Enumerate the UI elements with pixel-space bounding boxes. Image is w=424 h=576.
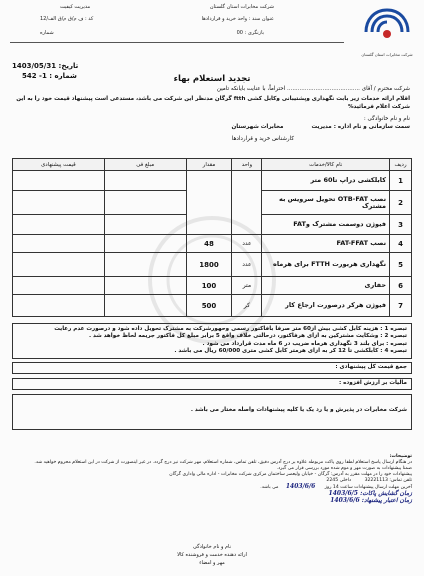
terms-phone: تلفن تماس: 32221113 <box>364 478 412 483</box>
logo-caption: شرکت مخابرات استان گلستان <box>361 52 413 57</box>
col-header-item: نام کالا/خدمات <box>262 159 390 171</box>
col-header-qty: مقدار <box>186 159 232 171</box>
row-unit-price <box>104 253 186 277</box>
row-desc: کابلکشی دراپ تا60 متر <box>262 171 390 191</box>
table-row <box>13 295 412 317</box>
row-unit: متر <box>232 277 262 295</box>
terms-extension: داخلی 2245 <box>326 478 352 483</box>
page-title: تجدید استعلام بهاء <box>173 74 251 84</box>
total-price-row: جمع قیمت کل پیشنهادی : <box>12 362 412 374</box>
row-offer-price <box>13 171 105 191</box>
header-version: بازنگری : 00 <box>236 30 264 36</box>
row-offer-price <box>13 235 105 253</box>
terms-opening-date: زمان گشایش پاکات: 1403/6/5 <box>328 490 412 497</box>
office-label: کارشناس خرید و قراردادها <box>231 136 294 142</box>
terms-validity-date: زمان اعتبار پیشنهاد: 1403/6/6 <box>330 497 412 504</box>
note-4: تبصره 4 : کابلکشی تا 12 کر به ازای هرمتر کابل کشی متری 60/000 ریال می باشد . <box>174 348 407 355</box>
row-qty: 500 <box>186 295 232 317</box>
table-row <box>13 235 412 253</box>
terms-line-1: در هنگام ارسال پاسخ استعلام لطفا روی پاکت مربوطه علاوه بر درج آدرس دقیق، تلفن تماس، شماره استعلام، مهر شرکت نیز درج گردد. در غیر اینصورت از شرکت در این استعلام محروم خواهید شد. <box>34 460 412 465</box>
intro-line-1: شرکت محترم / آقای ......................................... احتراماً، با عنایت بایانکه تامین <box>216 86 410 92</box>
dept-value: مخابرات شهرستان <box>231 124 284 130</box>
row-index: 5 <box>390 253 412 277</box>
header-divider <box>10 42 344 43</box>
signature-name-label: نام و نام خانوادگی <box>193 544 231 550</box>
header-company: شرکت مخابرات استان گلستان <box>209 4 274 10</box>
row-unit: عدد <box>232 235 262 253</box>
row-offer-price <box>13 277 105 295</box>
acceptance-box <box>12 394 412 430</box>
col-header-unit-price: مبلغ فی <box>104 159 186 171</box>
row-index: 2 <box>390 191 412 215</box>
row-index: 6 <box>390 277 412 295</box>
table-row <box>13 253 412 277</box>
col-header-index: ردیف <box>390 159 412 171</box>
terms-line-3: پیشنهادات خود را در مهلت مقرر به آدرس: گرگان - خیابان ولیعصر ساختمان مرکزی شرکت مخابرات - اداره مالی واداری گرگان <box>169 472 412 477</box>
terms-deadline-label: آخرین مهلت ارسال پیشنهادات ساعت 14 روز <box>324 485 412 490</box>
table-row <box>13 277 412 295</box>
row-desc: نگهداری هربورت FTTH برای هرماه <box>262 253 390 277</box>
row-qty <box>186 171 232 235</box>
row-index: 7 <box>390 295 412 317</box>
intro-line-2: اقلام ارائه خدمات زیر بابت نگهداری وپشتیبانی وکابل کشی ftth گرگان مدنظر این شرکت می باشد، مستدعی است پیشنهاد قیمت خود را به این شرکت اعلام فرمائید% <box>16 96 410 110</box>
row-index: 4 <box>390 235 412 253</box>
row-qty: 1800 <box>186 253 232 277</box>
signature-stamp-label: مهر و امضاء <box>199 560 225 566</box>
row-unit: عدد <box>232 253 262 277</box>
header-unit: مدیریت کیفیت <box>60 4 91 10</box>
table-row <box>13 171 412 191</box>
terms-title: توضیحات: <box>389 454 412 459</box>
row-unit <box>232 171 262 235</box>
col-header-unit: واحد <box>232 159 262 171</box>
row-desc: نصب OTB-FAT تحویل سرویس به مشترک <box>262 191 390 215</box>
terms-line-2: ضمنا پیشنهادات به صورت مهر و موم شده مورد بررسی قرار می گیرد. <box>276 466 412 471</box>
row-desc: فیوژن دوسمت مشترک وFAT <box>262 215 390 235</box>
row-index: 1 <box>390 171 412 191</box>
row-unit: کر <box>232 295 262 317</box>
row-desc: نصب FAT-FFAT <box>262 235 390 253</box>
table-header-row <box>13 159 412 171</box>
row-offer-price <box>13 295 105 317</box>
note-1: تبصره 1 : هزینه کابل کشی بیش از60 متر صرفا بافاکتور رسمی وحهورشرکت به مشترک تحویل داده شود و درصورت عدم رعایت <box>54 326 407 332</box>
terms-deadline-suffix: می باشد. <box>260 485 279 490</box>
acceptance-text: شرکت مخابرات در پذیرش و یا رد یک یا کلیه پیشنهادات واصله مختار می باشد . <box>190 407 407 413</box>
header-page-label: شماره <box>40 30 54 36</box>
document-date: تاریخ: 1403/05/31 <box>12 62 79 70</box>
notes-box <box>12 323 412 359</box>
row-index: 3 <box>390 215 412 235</box>
document-header <box>0 0 424 66</box>
row-qty: 100 <box>186 277 232 295</box>
header-form-title: عنوان سند : واحد خرید و قراردادها <box>201 16 274 22</box>
terms-deadline-date: 1403/6/6 <box>285 483 316 490</box>
row-desc: فیوژن هرکر درصورت ارجاع کار <box>262 295 390 317</box>
signer-label: نام و نام خانوادگی : <box>363 116 410 122</box>
row-desc: حفاری <box>262 277 390 295</box>
row-unit-price <box>104 295 186 317</box>
terms-section <box>12 454 412 505</box>
row-offer-price <box>13 191 105 215</box>
vat-row: مالیات بر ارزش افزوده : <box>12 378 412 390</box>
row-unit-price <box>104 215 186 235</box>
signature-seller-label: ارائه دهنده خدمت و فروشنده کالا <box>177 552 247 558</box>
items-table <box>12 158 412 317</box>
row-qty: 48 <box>186 235 232 253</box>
row-unit-price <box>104 191 186 215</box>
note-2: تبصره 2 : وشکایت مشترکین به ازای هرفاکتور، درحالتی خلاف واقع 5 برابر مبلغ کل فاکتور جریمه لحاظ خواهد شد . <box>88 333 407 340</box>
dept-label-text: سمت سازمانی و نام اداره : مدیریت <box>311 124 410 130</box>
row-unit-price <box>104 171 186 191</box>
company-logo-icon <box>358 4 416 56</box>
col-header-offer-price: قیمت پیشنهادی <box>13 159 105 171</box>
row-unit-price <box>104 235 186 253</box>
row-unit-price <box>104 277 186 295</box>
row-offer-price <box>13 215 105 235</box>
dept-label <box>12 124 410 132</box>
row-offer-price <box>13 253 105 277</box>
terms-line-7 <box>12 498 412 505</box>
header-form-code: کد : ف م/ق م/ق الف/12 <box>40 16 94 22</box>
document-number: شماره : 1- 542 <box>22 72 77 80</box>
note-3: تبصره : برای بلند 3 نگهداری هرماه ضریب در 6 ماه مدت قرارداد می شود . <box>202 340 407 347</box>
